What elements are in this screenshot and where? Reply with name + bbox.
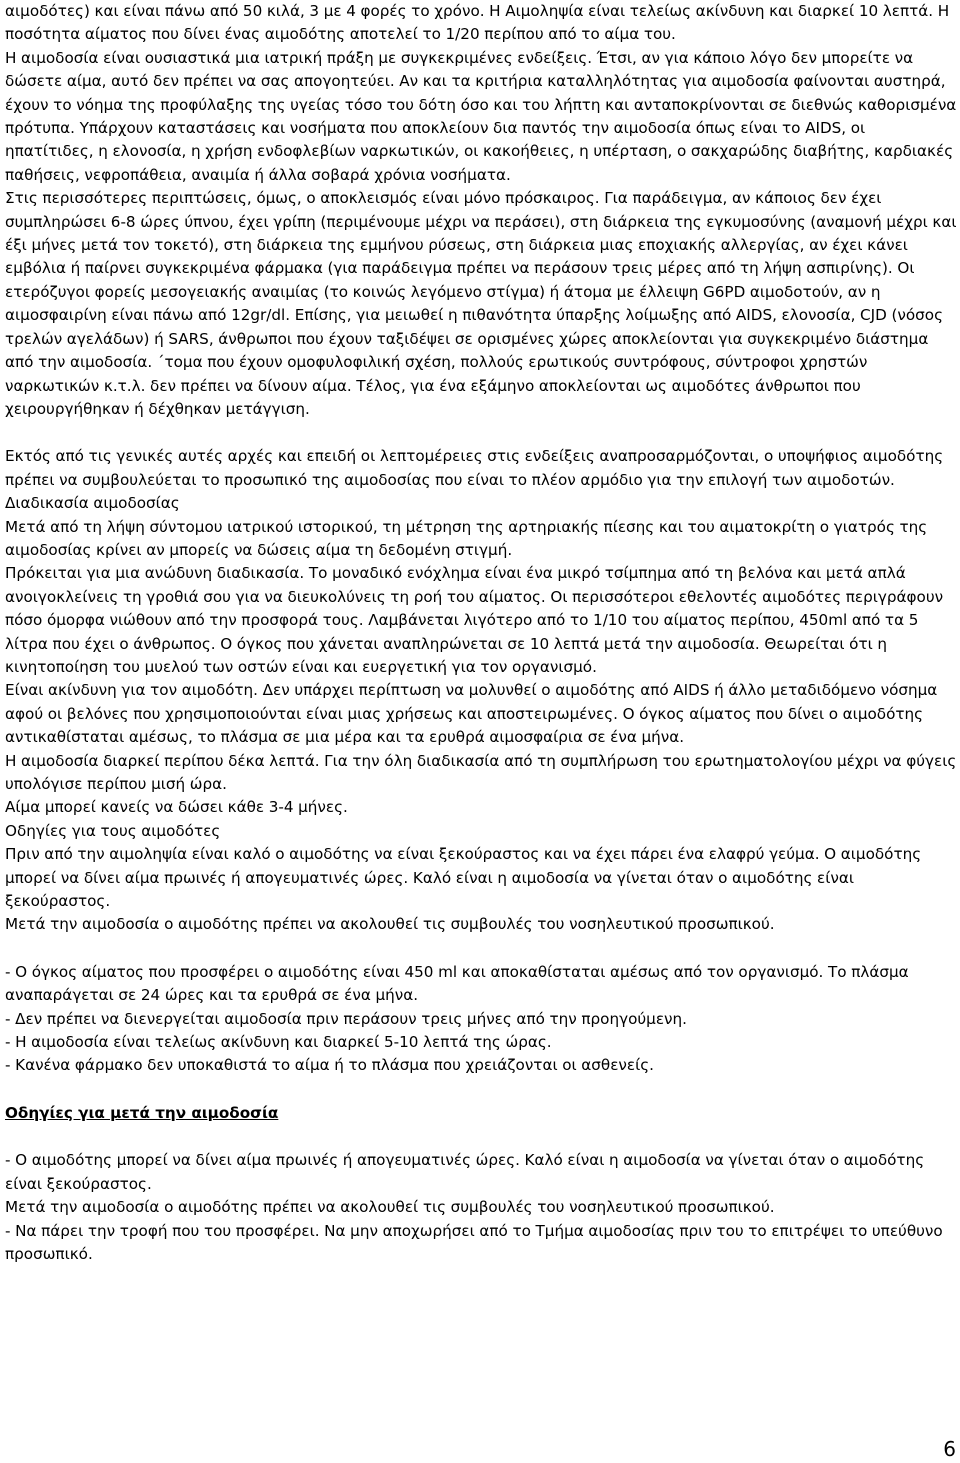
page-number: 6: [943, 1437, 956, 1461]
section-title: Διαδικασία αιμοδοσίας: [5, 494, 180, 513]
paragraph: Είναι ακίνδυνη για τον αιμοδότη. Δεν υπάρχει περίπτωση να μολυνθεί ο αιμοδότης από AIDS ή άλλο μεταδιδόμενο νόσημα αφού οι βελόνες που χρησιμοποιούνται είναι μιας χρήσεως και αποστειρωμένες. Ο όγκος αίματος που δίνει ο αιμοδότης αντικαθίσταται αμέσως, το πλάσμα σε μια μέρα και τα ερυθρά αιμοσφαίρια σε ένα μήνα.: [5, 681, 938, 747]
document-page: [5, 0, 957, 1266]
paragraph: Εκτός από τις γενικές αυτές αρχές και επειδή οι λεπτομέρειες στις ενδείξεις αναπροσαρμόζονται, ο υποψήφιος αιμοδότης πρέπει να συμβουλεύεται το προσωπικό της αιμοδοσίας που είναι το πλέον αρμόδιο για την επιλογή των αιμοδοτών.: [5, 447, 944, 489]
paragraph: Μετά την αιμοδοσία ο αιμοδότης πρέπει να ακολουθεί τις συμβουλές του νοσηλευτικού προσωπικού.: [5, 1198, 775, 1217]
paragraph: Αίμα μπορεί κανείς να δώσει κάθε 3-4 μήνες.: [5, 798, 348, 817]
list-item: - Να πάρει την τροφή που του προσφέρει. Να μην αποχωρήσει από το Τμήμα αιμοδοσίας πριν του το επιτρέψει το υπεύθυνο προσωπικό.: [5, 1221, 943, 1263]
spacer: [5, 1125, 957, 1149]
paragraph: Μετά την αιμοδοσία ο αιμοδότης πρέπει να ακολουθεί τις συμβουλές του νοσηλευτικού προσωπικού.: [5, 915, 775, 934]
text-block-facts-list: [5, 961, 957, 1078]
text-block-after-donation: [5, 1149, 957, 1266]
paragraph: Η αιμοδοσία είναι ουσιαστικά μια ιατρική πράξη με συγκεκριμένες ενδείξεις. Έτσι, αν για κάποιο λόγο δεν μπορείτε να δώσετε αίμα, αυτό δεν πρέπει να σας απογοητεύει. Αν και τα κριτήρια καταλληλότητας για αιμοδοσία φαίνονται αυστηρά, έχουν το νόημα της προφύλαξης της υγείας τόσο του δότη όσο και του λήπτη και ανταποκρίνονται σε διεθνώς καθορισμένα πρότυπα. Υπάρχουν καταστάσεις και νοσήματα που αποκλείουν δια παντός την αιμοδοσία όπως είναι το AIDS, οι ηπατίτιδες, η ελονοσία, η χρήση ενδοφλεβίων ναρκωτικών, οι κακοήθειες, η υπέρταση, ο σακχαρώδης διαβήτης, καρδιακές παθήσεις, νεφροπάθεια, αναιμία ή άλλα σοβαρά χρόνια νοσήματα.: [5, 48, 957, 184]
paragraph: Στις περισσότερες περιπτώσεις, όμως, ο αποκλεισμός είναι μόνο πρόσκαιρος. Για παράδειγμα, αν κάποιος δεν έχει συμπληρώσει 6-8 ώρες ύπνου, έχει γρίπη (περιμένουμε μέχρι να περάσει), στη διάρκεια της εγκυμοσύνης (αναμονή μέχρι και έξι μήνες μετά τον τοκετό), στη διάρκεια της εμμήνου ρύσεως, στη διάρκεια μιας εποχιακής αλλεργίας, αν έχει κάνει εμβόλια ή παίρνει συγκεκριμένα φάρμακα (για παράδειγμα πρέπει να περάσουν τρεις μέρες από τη λήψη ασπιρίνης). Οι ετερόζυγοι φορείς μεσογειακής αναιμίας (το κοινώς λεγόμενο στίγμα) ή άτομα με έλλειψη G6PD αιμοδοτούν, αν η αιμοσφαιρίνη είναι πάνω από 12gr/dl. Επίσης, για μειωθεί η πιθανότητα ύπαρξης λοίμωξης από AIDS, ελονοσία, CJD (νόσος τρελών αγελάδων) ή SARS, άνθρωποι που έχουν ταξιδέψει σε ορισμένες χώρες αποκλείονται για συγκεκριμένο διάστημα από την αιμοδοσία. ΄τομα που έχουν ομοφυλοφιλική σχέση, πολλούς ερωτικούς συντρόφους, σύντροφοι χρηστών ναρκωτικών κ.τ.λ. δεν πρέπει να δίνουν αίμα. Τέλος, για ένα εξάμηνο αποκλείονται ως αιμοδότες άνθρωποι που χειρουργήθηκαν ή δέχθηκαν μετάγγιση.: [5, 189, 957, 418]
paragraph: Πριν από την αιμοληψία είναι καλό ο αιμοδότης να είναι ξεκούραστος και να έχει πάρει ένα ελαφρύ γεύμα. Ο αιμοδότης μπορεί να δίνει αίμα πρωινές ή απογευματινές ώρες. Καλό είναι η αιμοδοσία να γίνεται όταν ο αιμοδότης είναι ξεκούραστος.: [5, 845, 922, 911]
list-item: - Ο αιμοδότης μπορεί να δίνει αίμα πρωινές ή απογευματινές ώρες. Καλό είναι η αιμοδοσία να γίνεται όταν ο αιμοδότης είναι ξεκούραστος.: [5, 1151, 925, 1193]
list-item: - Η αιμοδοσία είναι τελείως ακίνδυνη και διαρκεί 5-10 λεπτά της ώρας.: [5, 1033, 552, 1052]
spacer: [5, 937, 957, 961]
paragraph: Μετά από τη λήψη σύντομου ιατρικού ιστορικού, τη μέτρηση της αρτηριακής πίεσης και του αιματοκρίτη ο γιατρός της αιμοδοσίας κρίνει αν μπορείς να δώσεις αίμα τη δεδομένη στιγμή.: [5, 517, 928, 559]
text-block-eligibility: [5, 0, 957, 421]
list-item: - Κανένα φάρμακο δεν υποκαθιστά το αίμα ή το πλάσμα που χρειάζονται οι ασθενείς.: [5, 1056, 655, 1075]
list-item: - Ο όγκος αίματος που προσφέρει ο αιμοδότης είναι 450 ml και αποκαθίσταται αμέσως από τον οργανισμό. Το πλάσμα αναπαράγεται σε 24 ώρες και τα ερυθρά σε ένα μήνα.: [5, 962, 909, 1005]
section-heading-after-donation: Οδηγίες για μετά την αιμοδοσία: [5, 1103, 279, 1122]
paragraph: Πρόκειται για μια ανώδυνη διαδικασία. Το μοναδικό ενόχλημα είναι ένα μικρό τσίμπημα από τη βελόνα και μετά απλά ανοιγοκλείνεις τη γροθιά σου για να διευκολύνεις τη ροή του αίματος. Οι περισσότεροι εθελοντές αιμοδότες περιγράφουν πόσο όμορφα νιώθουν από την προσφορά τους. Λαμβάνεται λιγότερο από το 1/10 του αίματος περίπου, 450ml από τα 5 λίτρα που έχει ο άνθρωπος. Ο όγκος που χάνεται αναπληρώνεται σε 10 λεπτά μετά την αιμοδοσία. Θεωρείται ότι η κινητοποίηση του μυελού των οστών είναι και ευεργετική για τον οργανισμό.: [5, 564, 944, 676]
list-item: - Δεν πρέπει να διενεργείται αιμοδοσία πριν περάσουν τρεις μήνες από την προηγούμενη.: [5, 1009, 687, 1028]
section-title: Οδηγίες για τους αιμοδότες: [5, 821, 221, 840]
spacer: [5, 1078, 957, 1102]
paragraph: αιμοδότες) και είναι πάνω από 50 κιλά, 3 με 4 φορές το χρόνο. Η Αιμοληψία είναι τελείως ακίνδυνη και διαρκεί 10 λεπτά. Η ποσότητα αίματος που δίνει ένας αιμοδότης αποτελεί το 1/20 περίπου από το αίμα του.: [5, 2, 950, 44]
text-block-procedure: [5, 445, 957, 937]
spacer: [5, 421, 957, 445]
paragraph: Η αιμοδοσία διαρκεί περίπου δέκα λεπτά. Για την όλη διαδικασία από τη συμπλήρωση του ερωτηματολογίου μέχρι να φύγεις υπολόγισε περίπου μισή ώρα.: [5, 751, 957, 793]
